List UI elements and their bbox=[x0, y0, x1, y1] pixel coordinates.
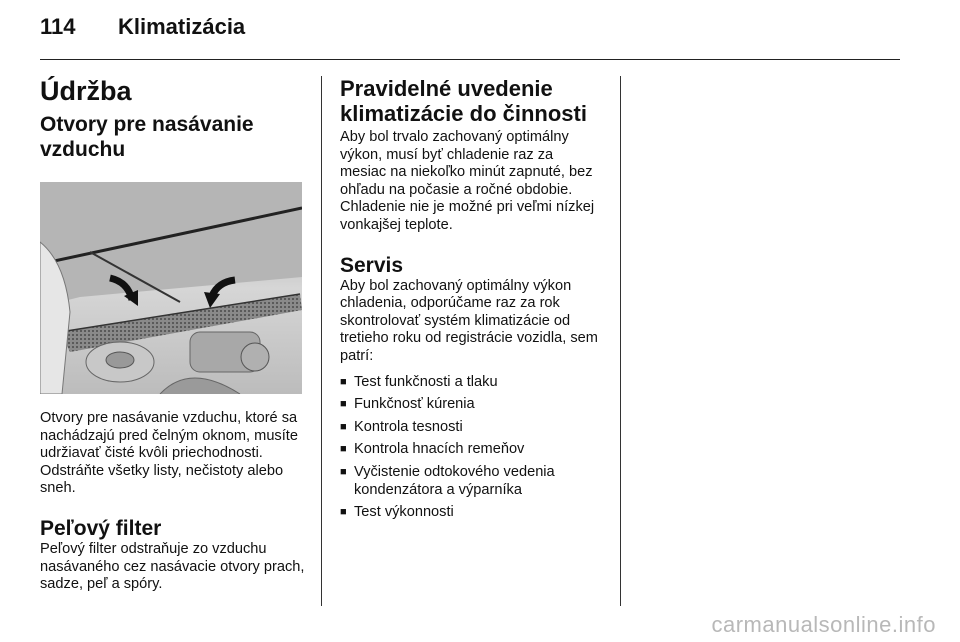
section-title: Klimatizácia bbox=[118, 14, 246, 39]
square-bullet-icon: ■ bbox=[340, 443, 347, 456]
square-bullet-icon: ■ bbox=[340, 465, 347, 478]
square-bullet-icon: ■ bbox=[340, 420, 347, 433]
heading-pollen-filter: Peľový filter bbox=[40, 516, 162, 540]
left-column bbox=[40, 76, 306, 594]
filter-paragraph: Peľový filter odstraňuje zo vzduchu nasávaného cez nasávacie otvory prach, sadze, peľ a spóry. bbox=[40, 540, 305, 593]
list-item: ■ Kontrola hnacích remeňov bbox=[340, 441, 525, 458]
air-intake-photo bbox=[40, 182, 302, 394]
column-divider bbox=[321, 76, 322, 606]
heading-air-intake: Otvory pre nasávanie vzduchu bbox=[40, 113, 254, 161]
page-number: 114 bbox=[40, 14, 76, 39]
list-item: ■ Kontrola tesnosti bbox=[340, 418, 463, 435]
square-bullet-icon: ■ bbox=[340, 398, 347, 411]
list-item: ■ Vyčistenie odtokového vedenia kondenzátora a výparníka bbox=[340, 463, 555, 498]
heading-service: Servis bbox=[340, 253, 404, 277]
service-checklist bbox=[340, 374, 600, 522]
header-divider bbox=[40, 59, 900, 60]
site-watermark: carmanualsonline.info bbox=[711, 612, 936, 637]
square-bullet-icon: ■ bbox=[340, 375, 347, 388]
list-item: ■ Funkčnosť kúrenia bbox=[340, 396, 475, 413]
heading-regular-operation: Pravidelné uvedenie klimatizácie do činnosti bbox=[340, 76, 587, 126]
square-bullet-icon: ■ bbox=[340, 506, 347, 519]
regular-paragraph: Aby bol trvalo zachovaný optimálny výkon, musí byť chladenie raz za mesiac na niekoľko minút zapnuté, bez ohľadu na počasie a ročné obdobie. Chladenie nie je možné pri veľmi nízkej vonkajšej teplote. bbox=[340, 129, 595, 233]
service-paragraph: Aby bol zachovaný optimálny výkon chladenia, odporúčame raz za rok skontrolovať systém klimatizácie od tretieho roku od registrácie vozidla, sem patrí: bbox=[340, 277, 598, 364]
list-item: ■ Test výkonnosti bbox=[340, 504, 454, 521]
page-header bbox=[40, 14, 245, 40]
column-divider bbox=[620, 76, 621, 606]
right-column bbox=[340, 76, 600, 527]
intake-paragraph: Otvory pre nasávanie vzduchu, ktoré sa nachádzajú pred čelným oknom, musíte udržiavať čisté kvôli priechodnosti. Odstráňte všetky listy, nečistoty alebo sneh. bbox=[40, 410, 298, 497]
heading-maintenance: Údržba bbox=[40, 76, 132, 106]
list-item: ■ Test funkčnosti a tlaku bbox=[340, 373, 498, 390]
